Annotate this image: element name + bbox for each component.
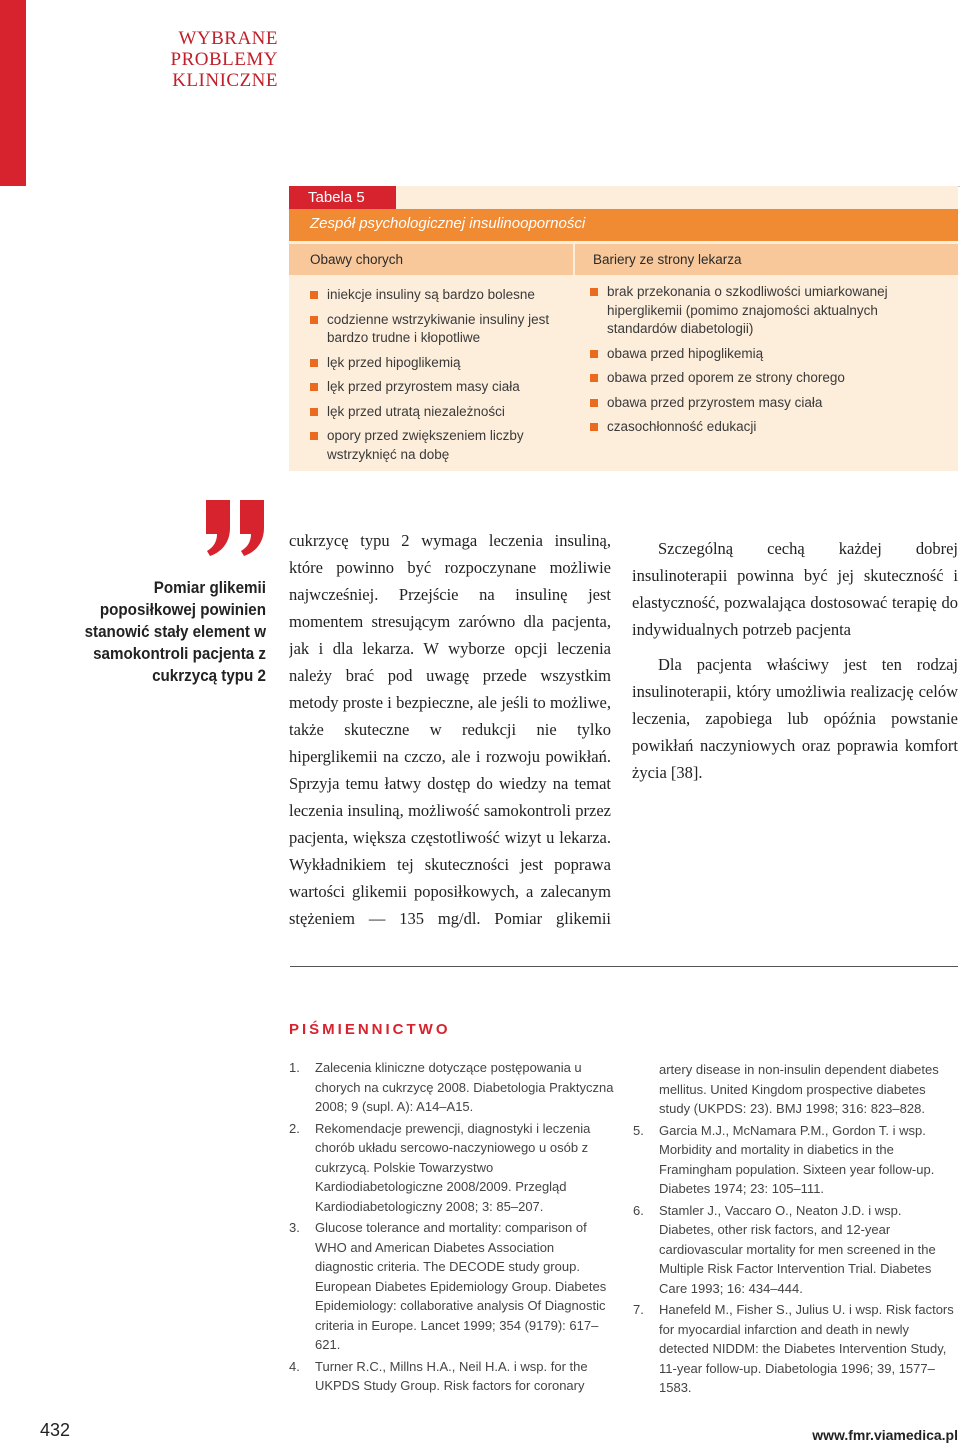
pull-quote: Pomiar glikemii poposiłkowej powinien stanowić stały element w samokontroli pacjenta z cukrzycą typu 2: [84, 579, 266, 685]
list-item: [590, 394, 915, 413]
reference-text: Hanefeld M., Fisher S., Julius U. i wsp. Risk factors for myocardial infarction and death in newly detected NIDDM: the Diabetes Intervention Study, 11-year follow-up. Diabetologia 1996; 39, 1577–1583.: [659, 1302, 954, 1395]
list-item-text: lęk przed przyrostem masy ciała: [327, 379, 520, 394]
reference-item: [289, 1058, 614, 1117]
list-item: [310, 354, 560, 373]
list-item: [310, 286, 560, 305]
list-item: [310, 311, 560, 348]
reference-number: 6.: [633, 1202, 644, 1218]
bullet-square-icon: [590, 423, 598, 431]
reference-text: Glucose tolerance and mortality: comparison of WHO and American Diabetes Association diagnostic criteria. The DECODE study group. European Diabetes Epidemiology Group. Diabetes Epidemiology: collaborative analysis Of Diagnostic criteria in Europe. Lancet 1999; 354 (9179): 617–621.: [315, 1220, 607, 1352]
list-item: [590, 283, 915, 339]
reference-number: 7.: [633, 1302, 644, 1317]
page-number: 432: [40, 1420, 71, 1440]
list-item: [590, 345, 915, 364]
reference-number: 5.: [633, 1122, 644, 1138]
section-title-line: KLINICZNE: [172, 70, 278, 91]
list-item: [590, 369, 915, 388]
body-paragraph: Dla pacjenta właściwy jest ten rodzaj insulinoterapii, który umożliwia realizację celów leczenia, zapobiega lub opóźnia powstanie powikłań naczyniowych oraz poprawia komfort życia [38].: [632, 655, 958, 782]
bullet-square-icon: [310, 291, 318, 299]
table-column-header-patients: Obawy chorych: [289, 244, 573, 275]
section-divider: [290, 966, 958, 967]
list-item-text: obawa przed hipoglikemią: [607, 345, 764, 361]
reference-item: [633, 1201, 958, 1299]
list-item: [310, 378, 560, 397]
list-item-text: codzienne wstrzykiwanie insuliny jest bardzo trudne i kłopotliwe: [327, 311, 550, 345]
body-paragraph: cukrzycę typu 2 wymaga leczenia insuliną, które powinno być rozpoczynane możliwie najwcześniej. Przejście na insulinę jest momentem stresującym zarówno dla pacjenta, jak i dla lekarza. W wyborze opcji leczenia należy brać pod uwagę przede wszystkim metody proste i bezpieczne, ale jeśli to możliwe, także skuteczne w redukcji nie tylko hiperglikemii na czczo, ale i rozwoju powikłań. Sprzyja temu łatwy dostęp do wiedzy na temat leczenia insuliną, możliwość samokontroli przez pacjenta, większa częstotliwość wizyt u lekarza. Wykładnikiem tej skuteczności jest poprawa wartości glikemii poposiłkowych, a zalecanym stężeniem — 135 mg/dl. Pomiar glikemii: [289, 531, 611, 928]
reference-number: 3.: [289, 1220, 300, 1235]
bullet-square-icon: [310, 359, 318, 367]
bullet-square-icon: [590, 350, 598, 358]
body-column-2: [632, 527, 958, 786]
reference-text: Zalecenia kliniczne dotyczące postępowania u chorych na cukrzycę 2008. Diabetologia Praktyczna 2008; 9 (supl. A): A14–A15.: [315, 1060, 614, 1114]
list-item-text: czasochłonność edukacji: [607, 419, 757, 434]
reference-item: [633, 1300, 958, 1398]
reference-text: Garcia M.J., McNamara P.M., Gordon T. i wsp. Morbidity and mortality in diabetics in the Framingham population. Sixteen year follow-up. Diabetes 1974; 23: 105–111.: [659, 1122, 935, 1196]
table-column-header-doctors: Bariery ze strony lekarza: [575, 244, 958, 275]
patient-concerns-list: [310, 286, 560, 470]
section-title-line: PROBLEMY: [170, 49, 278, 70]
references-heading: PIŚMIENNICTWO: [289, 1021, 451, 1038]
section-title: [130, 28, 278, 91]
reference-text: Stamler J., Vaccaro O., Neaton J.D. i wsp. Diabetes, other risk factors, and 12-year cardiovascular mortality for men screened in the Multiple Risk Factor Intervention Trial. Diabetes Care 1993; 16: 434–444.: [659, 1202, 936, 1296]
list-item-text: obawa przed oporem ze strony chorego: [607, 370, 845, 385]
doctor-barriers-list: [590, 283, 915, 443]
reference-number: 4.: [289, 1358, 300, 1374]
bullet-square-icon: [590, 399, 598, 407]
list-item-text: opory przed zwiększeniem liczby wstrzyknięć na dobę: [327, 428, 524, 462]
reference-text: artery disease in non-insulin dependent diabetes mellitus. United Kingdom prospective diabetes study (UKPDS: 23). BMJ 1998; 316: 823–828.: [659, 1062, 939, 1116]
bullet-square-icon: [590, 374, 598, 382]
list-item-text: lęk przed hipoglikemią: [327, 354, 461, 370]
body-paragraph: Szczególną cechą każdej dobrej insulinoterapii powinna być jej skuteczność i elastyczność, pozwalająca dostosować terapię do indywidualnych potrzeb pacjenta: [632, 539, 958, 639]
reference-item: [633, 1121, 958, 1199]
list-item: [590, 418, 915, 437]
list-item: [310, 403, 560, 422]
reference-item-continued: [633, 1060, 958, 1119]
reference-number: 1.: [289, 1060, 300, 1075]
section-color-band: [0, 0, 26, 186]
reference-item: [289, 1357, 614, 1396]
list-item-text: lęk przed utratą niezależności: [327, 403, 505, 419]
bullet-square-icon: [310, 432, 318, 440]
bullet-square-icon: [310, 408, 318, 416]
list-item: [310, 427, 560, 464]
list-item-text: obawa przed przyrostem masy ciała: [607, 394, 823, 410]
body-column-1: [289, 527, 611, 932]
quote-marks-icon: [204, 500, 266, 556]
table-label: Tabela 5: [289, 186, 396, 209]
references-list-col2: [633, 1060, 958, 1400]
list-item-text: brak przekonania o szkodliwości umiarkowanej hiperglikemii (pomimo znajomości aktualnych standardów diabetologii): [607, 284, 888, 336]
reference-text: Turner R.C., Millns H.A., Neil H.A. i wsp. for the UKPDS Study Group. Risk factors for coronary: [315, 1358, 588, 1393]
reference-number: 2.: [289, 1120, 300, 1136]
table-title: Zespół psychologicznej insulinooporności: [310, 215, 586, 232]
list-item-text: iniekcje insuliny są bardzo bolesne: [327, 287, 535, 302]
bullet-square-icon: [590, 288, 598, 296]
website-link[interactable]: www.fmr.viamedica.pl: [812, 1427, 958, 1443]
references-list-col1: [289, 1058, 614, 1398]
bullet-square-icon: [310, 383, 318, 391]
reference-item: [289, 1119, 614, 1217]
reference-text: Rekomendacje prewencji, diagnostyki i leczenia chorób układu sercowo-naczyniowego u osób z cukrzycą. Polskie Towarzystwo Kardiodiabetologiczne 2008/2009. Przegląd Kardiodiabetologiczny 2008; 3: 85–207.: [315, 1120, 591, 1214]
reference-item: [289, 1218, 614, 1355]
section-title-line: WYBRANE: [178, 28, 278, 49]
bullet-square-icon: [310, 316, 318, 324]
